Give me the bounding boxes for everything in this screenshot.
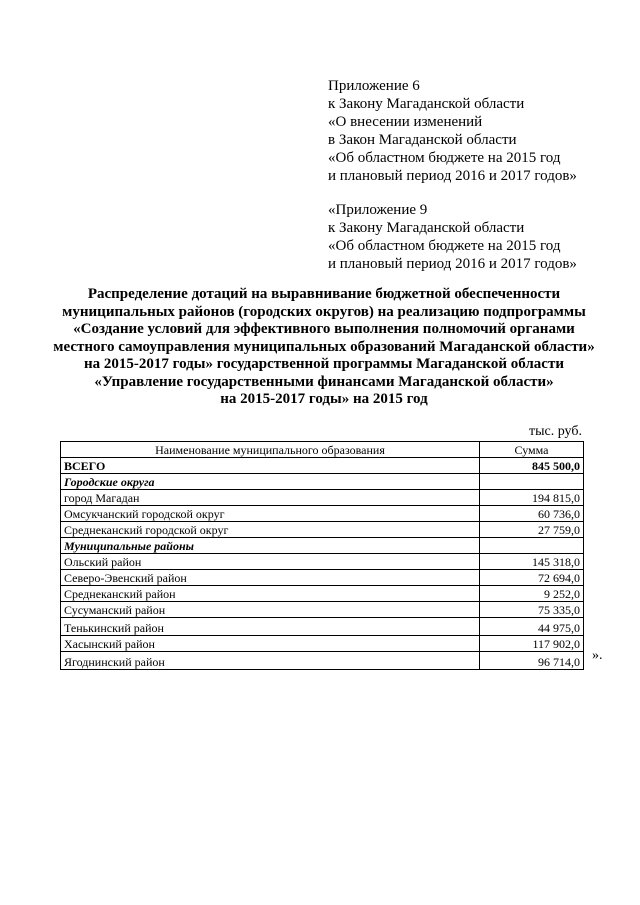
- row-name: Тенькинский район: [61, 618, 480, 636]
- annex-line: к Закону Магаданской области: [328, 96, 525, 112]
- annex-line: «Об областном бюджете на 2015 год: [328, 238, 561, 254]
- annex-line: «Об областном бюджете на 2015 год: [328, 150, 561, 166]
- subsidy-table: [60, 441, 584, 670]
- table-row: [61, 652, 584, 670]
- table-row: [61, 554, 584, 570]
- row-sum: 44 975,0: [480, 618, 584, 636]
- annex-line: к Закону Магаданской области: [328, 220, 525, 236]
- row-sum: 117 902,0: [480, 636, 584, 652]
- title-line: местного самоуправления муниципальных образований Магаданской области»: [53, 338, 595, 355]
- annex-line: и плановый период 2016 и 2017 годов»: [328, 256, 577, 272]
- title-line: «Управление государственными финансами Магаданской области»: [94, 373, 554, 390]
- row-sum: 60 736,0: [480, 506, 584, 522]
- row-name: Ольский район: [61, 554, 480, 570]
- row-sum: [480, 474, 584, 490]
- row-sum: [480, 538, 584, 554]
- table-row: [61, 618, 584, 636]
- table-row-section: [61, 474, 584, 490]
- column-header-name: Наименование муниципального образования: [61, 442, 480, 458]
- table-row-section: [61, 538, 584, 554]
- row-name: ВСЕГО: [61, 458, 480, 474]
- table-row-total: [61, 458, 584, 474]
- row-sum: 27 759,0: [480, 522, 584, 538]
- closing-quote-mark: ».: [592, 648, 603, 663]
- table-row: [61, 522, 584, 538]
- row-name: Среднеканский район: [61, 586, 480, 602]
- annex-9-header: [328, 201, 577, 273]
- row-name: Ягоднинский район: [61, 652, 480, 670]
- row-sum: 145 318,0: [480, 554, 584, 570]
- table-header-row: [61, 442, 584, 458]
- annex-line: и плановый период 2016 и 2017 годов»: [328, 168, 577, 184]
- table-row: [61, 586, 584, 602]
- row-sum: 72 694,0: [480, 570, 584, 586]
- row-sum: 75 335,0: [480, 602, 584, 618]
- column-header-sum: Сумма: [480, 442, 584, 458]
- row-name: Городские округа: [61, 474, 480, 490]
- table-row: [61, 570, 584, 586]
- table-row: [61, 602, 584, 618]
- table-row: [61, 506, 584, 522]
- title-line: муниципальных районов (городских округов) на реализацию подпрограммы: [62, 303, 586, 320]
- row-name: город Магадан: [61, 490, 480, 506]
- title-line: на 2015-2017 годы» на 2015 год: [220, 391, 428, 407]
- row-name: Сусуманский район: [61, 602, 480, 618]
- units-label: тыс. руб.: [529, 424, 582, 439]
- row-sum: 194 815,0: [480, 490, 584, 506]
- annex-line: «Приложение 9: [328, 202, 428, 218]
- table-row: [61, 636, 584, 652]
- row-name: Омсукчанский городской округ: [61, 506, 480, 522]
- title-line: Распределение дотаций на выравнивание бюджетной обеспеченности: [87, 286, 561, 302]
- annex-line: в Закон Магаданской области: [328, 132, 517, 148]
- row-sum: 9 252,0: [480, 586, 584, 602]
- row-name: Муниципальные районы: [61, 538, 480, 554]
- annex-line: Приложение 6: [328, 78, 420, 94]
- table-row: [61, 490, 584, 506]
- document-title: [40, 286, 608, 409]
- title-line: «Создание условий для эффективного выполнения полномочий органами: [73, 321, 575, 337]
- annex-line: «О внесении изменений: [328, 114, 483, 130]
- row-name: Хасынский район: [61, 636, 480, 652]
- row-sum: 96 714,0: [480, 652, 584, 670]
- row-sum: 845 500,0: [480, 458, 584, 474]
- title-line: на 2015-2017 годы» государственной программы Магаданской области: [84, 356, 564, 372]
- annex-6-header: [328, 77, 577, 185]
- row-name: Среднеканский городской округ: [61, 522, 480, 538]
- row-name: Северо-Эвенский район: [61, 570, 480, 586]
